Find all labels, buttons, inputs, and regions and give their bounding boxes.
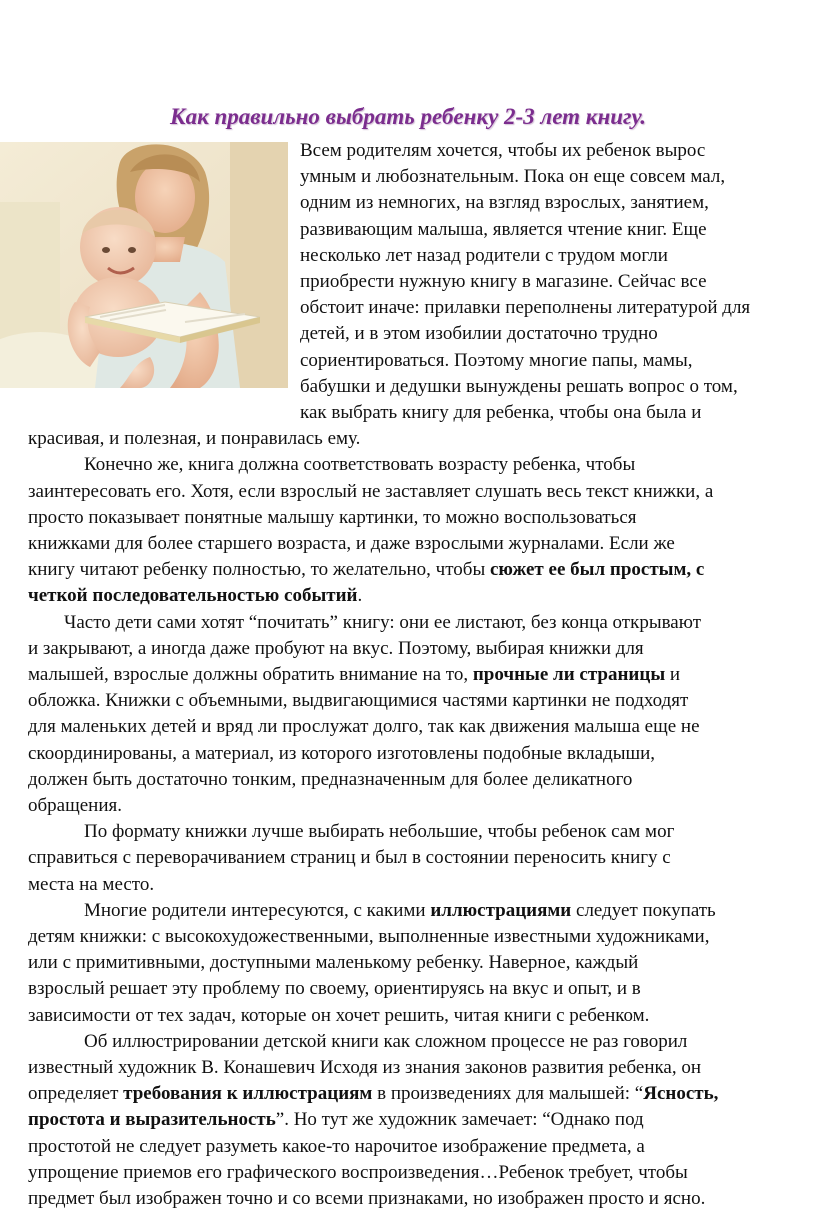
body-line (28, 742, 655, 766)
text-segment: ”. Но тут же художник замечает: “Однако под (275, 1109, 644, 1131)
body-line (28, 480, 713, 504)
body-line (28, 715, 700, 739)
body-line (28, 1004, 649, 1028)
body-line (28, 427, 360, 451)
text-segment: зависимости от тех задач, которые он хочет решить, читая книги с ребенком. (28, 1004, 650, 1026)
text-segment: или с примитивными, доступными маленькому ребенку. Наверное, каждый (28, 952, 639, 974)
intro-line: Всем родителям хочется, чтобы их ребенок вырос (300, 140, 706, 161)
body-line (28, 925, 709, 949)
text-segment: места на место. (28, 873, 155, 895)
bold-phrase: простота и выразительность (28, 1109, 276, 1131)
text-segment: детям книжки: с высокохудожественными, выполненные известными художниками, (28, 926, 710, 947)
text-segment: обложка. Книжки с объемными, выдвигающимися частями картинки не подходят (28, 690, 689, 712)
intro-line: сориентироваться. Поэтому многие папы, мамы, (300, 349, 693, 371)
body-line (28, 663, 680, 687)
text-segment: Конечно же, книга должна соответствовать возрасту ребенка, чтобы (84, 454, 636, 476)
text-segment: в произведениях для малышей: “ (372, 1083, 644, 1105)
body-line (28, 1161, 688, 1185)
intro-line: приобрести нужную книгу в магазине. Сейчас все (300, 271, 707, 292)
body-line (84, 1030, 687, 1054)
body-line (28, 689, 688, 713)
text-segment: обращения. (28, 795, 122, 816)
intro-line: как выбрать книгу для ребенка, чтобы она была и (300, 402, 702, 423)
text-segment: простотой не следует разуметь какое-то нарочитое изображение предмета, а (28, 1135, 645, 1157)
body-line (28, 506, 637, 530)
page-title: Как правильно выбрать ребенку 2-3 лет книгу. (169, 104, 646, 129)
text-segment: малышей, взрослые должны обратить внимание на то, (28, 664, 473, 685)
body-line (28, 977, 641, 1001)
body-line (28, 873, 154, 897)
text-segment: . (357, 585, 363, 607)
text-segment: упрощение приемов его графического воспроизведения…Ребенок требует, чтобы (28, 1161, 688, 1183)
text-segment: книгу читают ребенку полностью, то желательно, чтобы (28, 559, 490, 581)
bold-phrase: четкой последовательностью событий (28, 585, 358, 607)
text-segment: заинтересовать его. Хотя, если взрослый не заставляет слушать весь текст книжки, а (28, 480, 714, 502)
intro-line: бабушки и дедушки вынуждены решать вопрос о том, (300, 375, 738, 397)
text-segment: книжками для более старшего возраста, и даже взрослыми журналами. Если же (28, 533, 675, 554)
text-segment: Многие родители интересуются, с какими (84, 899, 431, 921)
intro-line: одним из немногих, на взгляд взрослых, занятием, (300, 192, 709, 214)
text-segment: скоординированы, а материал, из которого изготовлены подобные вкладыши, (28, 742, 656, 764)
text-segment: для маленьких детей и вряд ли прослужат долго, так как движения малыша еще не (28, 716, 700, 738)
body-line (28, 558, 704, 582)
body-line (28, 846, 671, 870)
text-segment: известный художник В. Конашевич Исходя из знания законов развития ребенка, он (28, 1057, 702, 1078)
text-segment: просто показывает понятные малышу картинки, то можно воспользоваться (28, 506, 637, 528)
body-line (28, 584, 362, 608)
bold-phrase: иллюстрациями (430, 899, 572, 921)
body-line (28, 794, 122, 818)
body-line (28, 768, 632, 792)
text-segment: определяет (28, 1083, 124, 1105)
text-segment: справиться с переворачиванием страниц и был в состоянии переносить книгу с (28, 847, 671, 869)
body-line (28, 637, 644, 661)
body-line (28, 1056, 701, 1080)
body-line (84, 899, 716, 923)
body-line (64, 611, 701, 635)
text-segment: и (665, 664, 681, 685)
text-segment: должен быть достаточно тонким, предназначенным для более деликатного (28, 768, 633, 790)
body-line (28, 532, 675, 556)
body-line (28, 951, 638, 975)
text-segment: предмет был изображен точно и со всеми признаками, но изображен просто и ясно. (28, 1188, 706, 1209)
bold-phrase: Ясность, (643, 1083, 719, 1105)
body-line (28, 1082, 718, 1106)
intro-line: умным и любознательным. Пока он еще совсем мал, (300, 166, 726, 188)
mother-reading-photo (0, 142, 288, 388)
body-line (28, 1108, 644, 1132)
text-segment: красивая, и полезная, и понравилась ему. (28, 428, 361, 450)
text-segment: следует покупать (571, 899, 716, 921)
intro-line: детей, и в этом изобилии достаточно трудно (300, 323, 658, 345)
text-segment: По формату книжки лучше выбирать небольшие, чтобы ребенок сам мог (84, 821, 675, 843)
bold-phrase: сюжет ее был простым, с (489, 559, 705, 581)
text-segment: взрослый решает эту проблему по своему, ориентируясь на вкус и опыт, и в (28, 978, 641, 1000)
body-line (28, 1135, 645, 1159)
bold-phrase: прочные ли страницы (472, 664, 666, 685)
bold-phrase: требования к иллюстрациям (123, 1083, 373, 1105)
body-line (84, 453, 635, 477)
body-line (84, 820, 674, 844)
intro-line: обстоит иначе: прилавки переполнены литературой для (300, 297, 751, 319)
text-segment: Об иллюстрировании детской книги как сложном процессе не раз говорил (84, 1030, 688, 1052)
body-line (28, 1187, 705, 1211)
text-segment: и закрывают, а иногда даже пробуют на вкус. Поэтому, выбирая книжки для (28, 637, 644, 659)
text-segment: Часто дети сами хотят “почитать” книгу: они ее листают, без конца открывают (64, 611, 701, 633)
intro-line: несколько лет назад родители с трудом могли (300, 244, 668, 266)
intro-line: развивающим малыша, является чтение книг. Еще (300, 218, 707, 240)
